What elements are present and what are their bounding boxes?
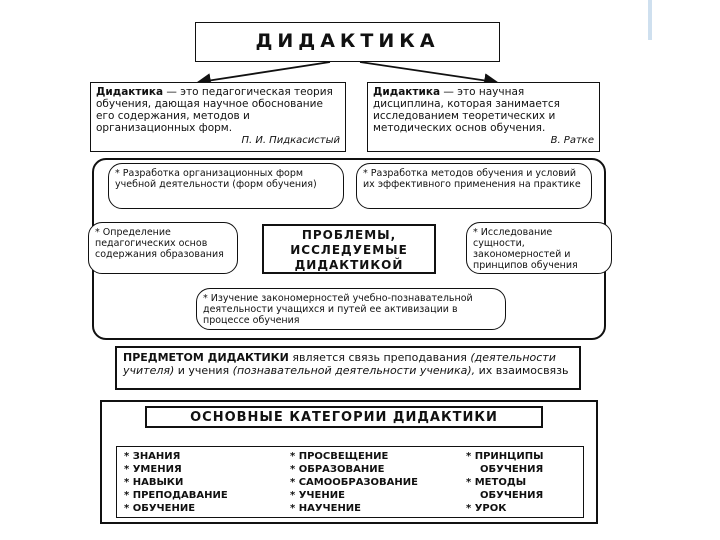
categories-title-text: ОСНОВНЫЕ КАТЕГОРИИ ДИДАКТИКИ xyxy=(190,410,498,425)
category-item: * ПРЕПОДАВАНИЕ xyxy=(124,490,228,501)
category-item: * ПРОСВЕЩЕНИЕ xyxy=(290,451,389,462)
category-item: * ОБУЧЕНИЕ xyxy=(124,503,196,514)
subject-text3: их взаимосвязь xyxy=(475,364,569,377)
title-text: ДИДАКТИКА xyxy=(255,30,440,52)
problem-mid-left-text: * Определение педагогических основ содержания образования xyxy=(95,227,224,260)
problem-mid-right-text: * Исследование сущности, закономерностей и принципов обучения xyxy=(473,227,578,271)
definition-left-text: — это педагогическая теория обучения, дающая научное обоснование его содержания, методов и организационных форм. xyxy=(96,86,333,134)
subject-box xyxy=(115,346,581,390)
category-item: * МЕТОДЫ xyxy=(466,477,527,488)
category-item: * НАВЫКИ xyxy=(124,477,184,488)
category-item: * УРОК xyxy=(466,503,507,514)
category-item: * САМООБРАЗОВАНИЕ xyxy=(290,477,418,488)
category-item: * ЗНАНИЯ xyxy=(124,451,181,462)
side-accent-line xyxy=(648,0,652,40)
subject-text1: является связь преподавания xyxy=(288,351,471,364)
categories-col-1 xyxy=(124,450,264,515)
problems-center xyxy=(262,224,436,274)
problem-top-left xyxy=(108,163,344,209)
problem-top-right-text: * Разработка методов обучения и условий их эффективного применения на практике xyxy=(363,168,581,190)
definition-right-author: В. Ратке xyxy=(550,135,594,146)
category-item: * УЧЕНИЕ xyxy=(290,490,345,501)
category-item: * ОБРАЗОВАНИЕ xyxy=(290,464,385,475)
problems-center-text: ПРОБЛЕМЫ, ИССЛЕДУЕМЫЕ ДИДАКТИКОЙ xyxy=(290,228,408,272)
category-item: * УМЕНИЯ xyxy=(124,464,182,475)
definition-right-term: Дидактика xyxy=(373,86,441,98)
definition-left xyxy=(90,82,346,152)
page-title xyxy=(195,22,500,62)
subject-italic1: (деятельности учителя) xyxy=(123,351,556,377)
problem-mid-left xyxy=(88,222,238,274)
definition-left-term: Дидактика xyxy=(96,86,164,98)
problem-bottom xyxy=(196,288,506,330)
categories-col-2 xyxy=(290,450,450,515)
problem-bottom-text: * Изучение закономерностей учебно-познавательной деятельности учащихся и путей ее активизации в процессе обучения xyxy=(203,293,473,326)
subject-italic2: (познавательной деятельности ученика), xyxy=(232,364,476,377)
subject-text2: и учения xyxy=(174,364,233,377)
subject-bold: ПРЕДМЕТОМ ДИДАКТИКИ xyxy=(123,351,289,364)
definition-right-text: — это научная дисциплина, которая занимается исследованием теоретических и методических основ обучения. xyxy=(373,86,560,134)
problem-mid-right xyxy=(466,222,612,274)
definition-left-author: П. И. Пидкасистый xyxy=(241,135,340,146)
problem-top-right xyxy=(356,163,592,209)
category-item: ОБУЧЕНИЯ xyxy=(480,464,544,475)
category-item: * НАУЧЕНИЕ xyxy=(290,503,362,514)
category-item: ОБУЧЕНИЯ xyxy=(480,490,544,501)
category-item: * ПРИНЦИПЫ xyxy=(466,451,544,462)
categories-title xyxy=(145,406,543,428)
categories-col-3 xyxy=(466,450,576,515)
problem-top-left-text: * Разработка организационных форм учебной деятельности (форм обучения) xyxy=(115,168,317,190)
definition-right xyxy=(367,82,600,152)
